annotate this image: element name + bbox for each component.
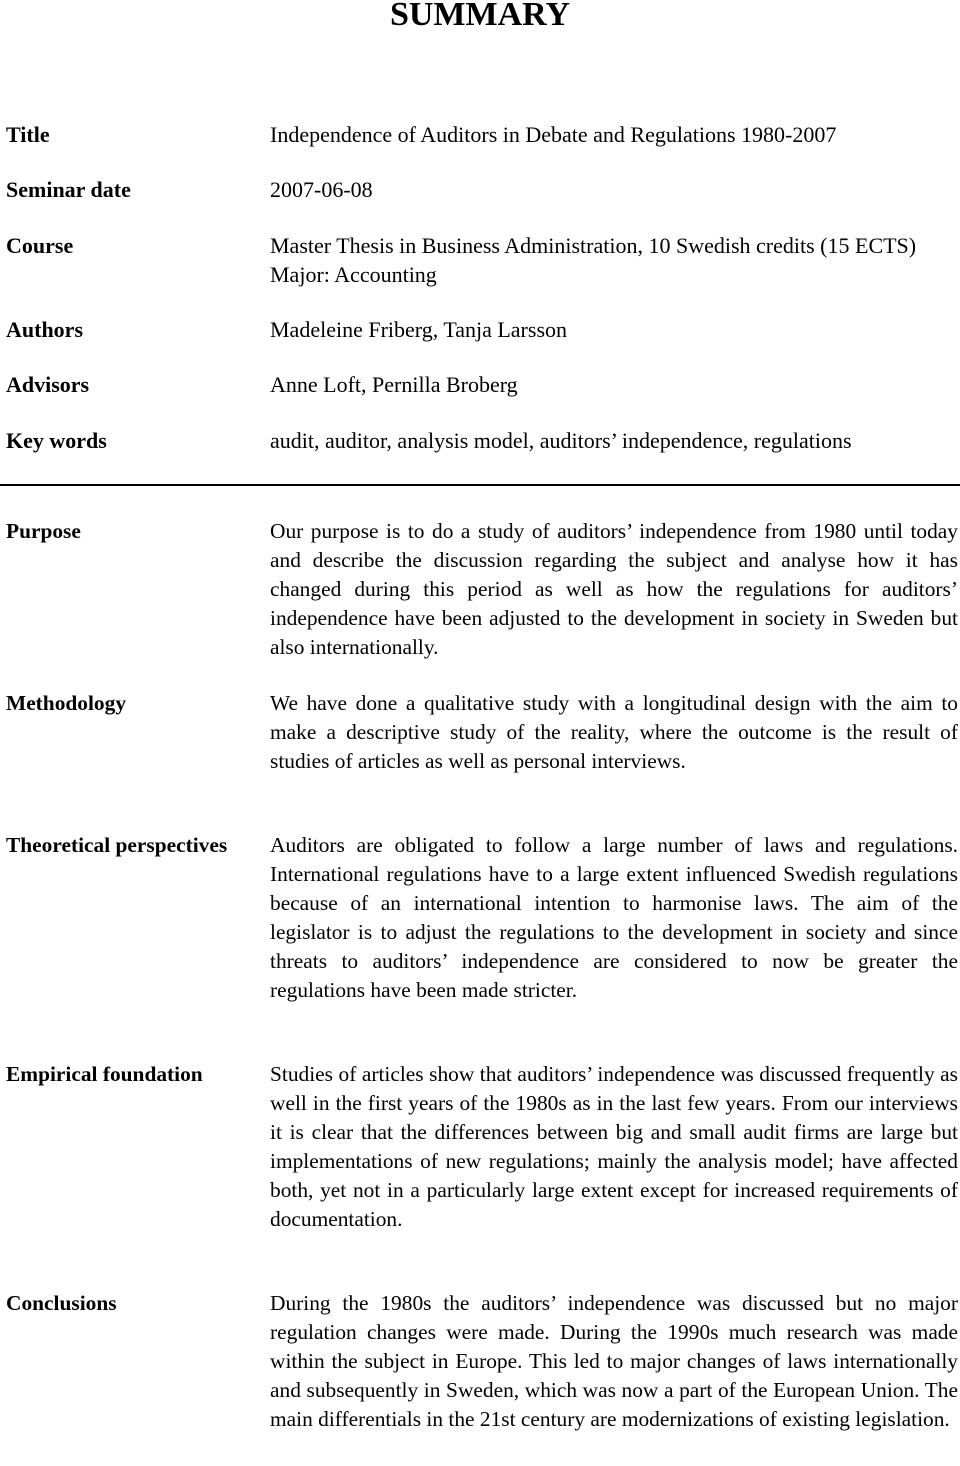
empirical-foundation-label: Empirical foundation — [6, 1062, 203, 1086]
seminar-date-label: Seminar date — [6, 177, 131, 202]
conclusions-label: Conclusions — [6, 1291, 117, 1315]
theoretical-perspectives-text: Auditors are obligated to follow a large number of laws and regulations. International regulations have to a large extent influenced Swedish regulations because of an international intention to harmonise laws. The aim of the legislator is to adjust the regulations to the development in society and since threats to auditors’ independence are considered to now be greater the regulations have been made stricter. — [270, 833, 958, 1002]
methodology-text: We have done a qualitative study with a longitudinal design with the aim to make a descriptive study of the reality, where the outcome is the result of studies of articles as well as personal interviews. — [270, 691, 958, 773]
section-divider — [0, 484, 960, 486]
authors-value: Madeleine Friberg, Tanja Larsson — [270, 317, 568, 342]
key-words-label: Key words — [6, 428, 107, 453]
empirical-foundation-text: Studies of articles show that auditors’ independence was discussed frequently as well in the first years of the 1980s as in the last few years. From our interviews it is clear that the differences between big and small audit firms are large but implementations of new regulations; mainly the analysis model; have affected both, yet not in a particularly large extent except for increased requirements of documentation. — [270, 1062, 958, 1231]
key-words-value: audit, auditor, analysis model, auditors’ independence, regulations — [270, 428, 852, 453]
authors-label: Authors — [6, 317, 84, 342]
theoretical-perspectives-label: Theoretical perspectives — [6, 833, 228, 857]
title-label: Title — [6, 122, 50, 147]
title-value: Independence of Auditors in Debate and Regulations 1980-2007 — [270, 122, 837, 147]
page-title: SUMMARY — [389, 0, 571, 33]
purpose-text: Our purpose is to do a study of auditors’ independence from 1980 until today and describe the discussion regarding the subject and analyse how it has changed during this period as well as how the regulations for auditors’ independence have been adjusted to the development in society in Sweden but also internationally. — [270, 519, 958, 659]
seminar-date-value: 2007-06-08 — [270, 177, 373, 202]
course-value: Master Thesis in Business Administration, 10 Swedish credits (15 ECTS) Major: Accounting — [270, 233, 917, 287]
advisors-label: Advisors — [6, 372, 90, 397]
methodology-label: Methodology — [6, 691, 127, 715]
purpose-label: Purpose — [6, 519, 81, 543]
conclusions-text: During the 1980s the auditors’ independence was discussed but no major regulation changes were made. During the 1990s much research was made within the subject in Europe. This led to major changes of laws internationally and subsequently in Sweden, which was now a part of the European Union. The main differentials in the 21st century are modernizations of existing legislation. — [270, 1291, 958, 1431]
advisors-value: Anne Loft, Pernilla Broberg — [270, 372, 518, 397]
course-label: Course — [6, 233, 74, 258]
